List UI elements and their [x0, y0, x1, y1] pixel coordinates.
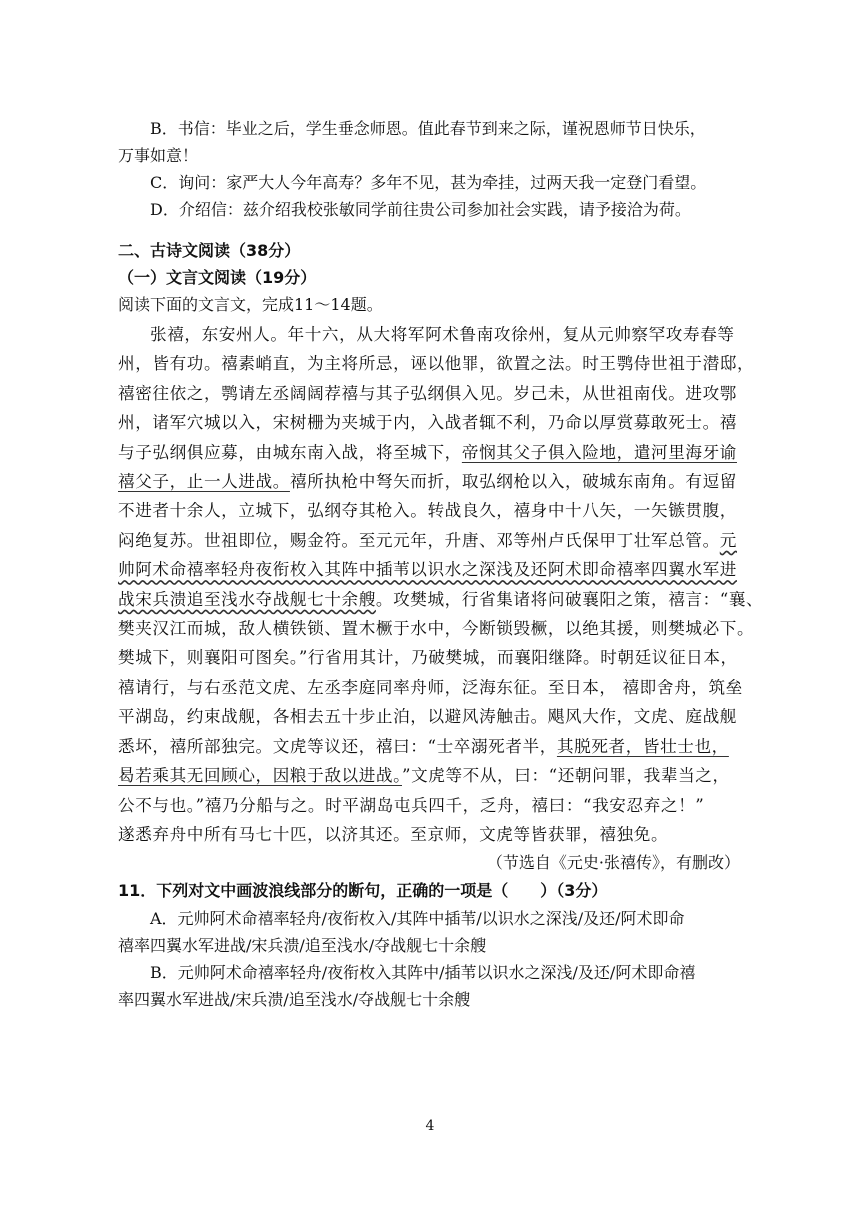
passage-text: 公不与也。”禧乃分船与之。时平湖岛屯兵四千，乏舟，禧曰：“我安忍弃之！”: [118, 795, 705, 815]
passage-text: 不进者十余人，立城下，弘纲夺其枪入。转战良久，禧身中十八矢，一矢镞贯腹，: [118, 501, 737, 521]
wavy-underlined-text: 元: [719, 530, 737, 550]
passage-line: [118, 732, 748, 761]
question-11-option-a-line1: A．元帅阿术命禧率轻舟/夜衔枚入/其阵中插苇/以识水之深浅/及还/阿术即命: [150, 909, 685, 929]
underlined-sentence: 其脱死者，皆壮士也，: [556, 736, 729, 756]
passage-line: [118, 761, 748, 790]
option-d-introduction: D．介绍信：兹介绍我校张敏同学前往贵公司参加社会实践，请予接洽为荷。: [150, 200, 691, 219]
passage-line: [118, 438, 748, 467]
passage-text: 闷绝复苏。世祖即位，赐金符。至元元年，升唐、邓等州卢氏保甲丁壮军总管。: [118, 530, 720, 550]
question-11-stem: 11．下列对文中画波浪线部分的断句，正确的一项是（ ）（3分）: [118, 881, 608, 901]
passage-source: （节选自《元史·张禧传》，有删改）: [486, 853, 740, 873]
passage-line: [118, 702, 748, 731]
section-heading: 二、古诗文阅读（38分）: [118, 241, 301, 260]
passage-text: 州，皆有功。禧素峭直，为主将所忌，诬以他罪，欲置之法。时王鹗侍世祖于潜邸，: [118, 354, 755, 374]
passage-line: [118, 643, 748, 672]
passage-line: [118, 673, 748, 702]
question-11-option-a-line2: 禧率四翼水军进战/宋兵溃/追至浅水/夺战舰七十余艘: [118, 936, 487, 956]
passage-text: 悉坏，禧所部独完。文虎等议还，禧曰：“士卒溺死者半，: [118, 736, 557, 756]
passage-line: [118, 585, 764, 614]
passage-text: 樊城下，则襄阳可图矣。”行省用其计，乃破樊城，而襄阳继降。时朝廷议征日本，: [118, 648, 738, 668]
passage-line: [118, 614, 755, 643]
underlined-sentence: 曷若乘其无回顾心，因粮于敌以进战。: [118, 766, 402, 786]
passage-line: [118, 320, 748, 349]
passage-text: 禧请行，与右丞范文虎、左丞李庭同率舟师，泛海东征。至日本， 禧即舍舟，筑垒: [118, 677, 743, 697]
reading-instruction: 阅读下面的文言文，完成11～14题。: [118, 295, 383, 314]
subsection-heading: （一）文言文阅读（19分）: [118, 268, 317, 287]
question-11-option-b-line1: B．元帅阿术命禧率轻舟/夜衔枚入其阵中/插苇以识水之深浅/及还/阿术即命禧: [150, 963, 696, 983]
passage-text: 张禧，东安州人。年十六，从大将军阿术鲁南攻徐州，复从元帅察罕攻寿春等: [150, 325, 735, 344]
passage-text: 。攻樊城，行省集诸将问破襄阳之策，禧言：“襄、: [375, 589, 764, 609]
page-content: [118, 115, 764, 1013]
passage-line: [118, 496, 748, 525]
passage-text: 州，诸军穴城以入，宋树栅为夹城于内，入战者辄不利，乃命以厚赏募敢死士。禧: [118, 413, 737, 433]
underlined-sentence: 帝悯其父子俱入险地，遣河里海牙谕: [461, 442, 737, 462]
passage-text: 禧密往依之，鹗请左丞阔阔荐禧与其子弘纲俱入见。岁己未，从世祖南伐。进攻鄂: [118, 383, 737, 403]
passage-line: [118, 526, 748, 555]
passage-line: [118, 349, 755, 378]
passage-line: [118, 791, 748, 820]
classical-passage: [118, 320, 764, 849]
underlined-sentence: 禧父子，止一人进战。: [118, 472, 290, 492]
passage-text: 樊夹汉江而城，敌人横铁锁、置木橛于水中，今断锁毁橛，以绝其援，则樊城必下。: [118, 619, 755, 639]
passage-text: 与子弘纲俱应募，由城东南入战，将至城下，: [118, 442, 462, 462]
passage-line: [118, 820, 748, 849]
option-b-letter-line1: B．书信：毕业之后，学生垂念师恩。值此春节到来之际，谨祝恩师节日快乐，: [150, 119, 706, 138]
option-b-letter-line2: 万事如意！: [118, 146, 199, 165]
passage-text: 遂悉弃舟中所有马七十匹，以济其还。至京师，文虎等皆获罪，禧独免。: [118, 824, 669, 844]
wavy-underlined-text: 战宋兵溃追至浅水夺战舰七十余艘: [118, 589, 376, 609]
passage-line: [118, 379, 748, 408]
passage-line: [118, 555, 748, 584]
passage-text: 平湖岛，约束战舰，各相去五十步止泊，以避风涛触击。飓风大作，文虎、庭战舰: [118, 707, 737, 727]
passage-line: [118, 408, 748, 437]
option-c-inquiry: C．询问：家严大人今年高寿？多年不见，甚为牵挂，过两天我一定登门看望。: [150, 173, 707, 192]
passage-text: 禧所执枪中弩矢而折，取弘纲枪以入，破城东南角。有逗留: [289, 472, 737, 492]
passage-text: ”文虎等不从，曰：“还朝问罪，我辈当之，: [402, 766, 730, 786]
passage-line: [118, 467, 748, 496]
wavy-underlined-text: 帅阿术命禧率轻舟夜衔枚入其阵中插苇以识水之深浅及还阿术即命禧率四翼水军进: [118, 560, 737, 580]
page-number: 4: [425, 1118, 435, 1134]
question-11-option-b-line2: 率四翼水军进战/宋兵溃/追至浅水/夺战舰七十余艘: [118, 990, 471, 1010]
